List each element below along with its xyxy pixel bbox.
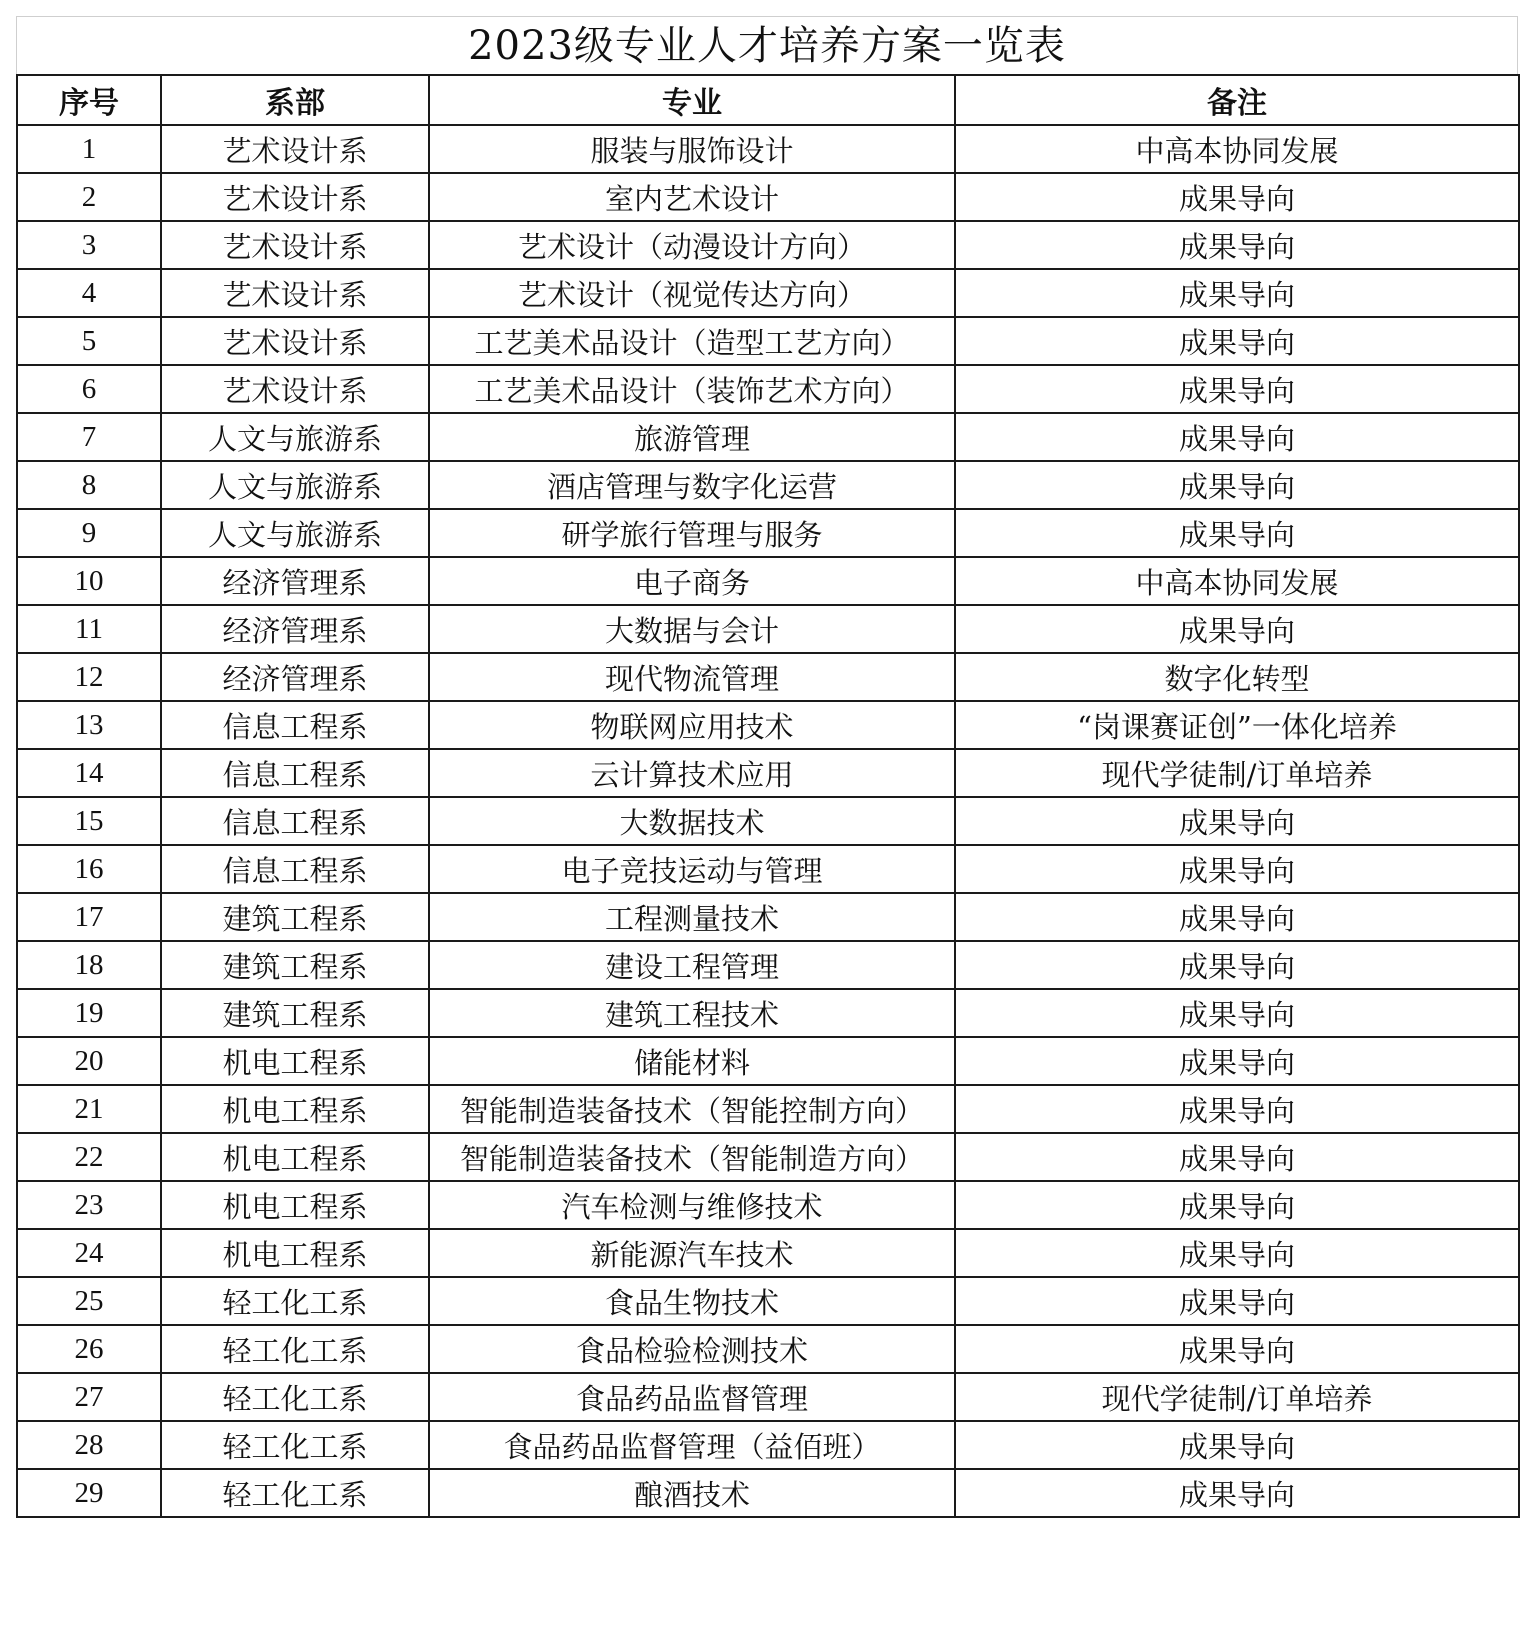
major-cell: 食品检验检测技术 (429, 1325, 955, 1373)
row-index-cell: 25 (17, 1277, 161, 1325)
table-row (17, 269, 1519, 317)
table-row (17, 1277, 1519, 1325)
major-cell: 新能源汽车技术 (429, 1229, 955, 1277)
row-index-cell: 28 (17, 1421, 161, 1469)
row-index-cell: 8 (17, 461, 161, 509)
row-index-cell: 15 (17, 797, 161, 845)
table-row (17, 1325, 1519, 1373)
department-cell: 建筑工程系 (161, 989, 429, 1037)
row-index-cell: 22 (17, 1133, 161, 1181)
department-cell: 轻工化工系 (161, 1469, 429, 1517)
major-cell: 智能制造装备技术（智能制造方向） (429, 1133, 955, 1181)
row-index-cell: 17 (17, 893, 161, 941)
remarks-cell: 成果导向 (955, 605, 1519, 653)
major-cell: 旅游管理 (429, 413, 955, 461)
header-remarks: 备注 (955, 75, 1519, 125)
table-row (17, 1373, 1519, 1421)
row-index-cell: 11 (17, 605, 161, 653)
table-body (17, 125, 1519, 1517)
major-cell: 大数据与会计 (429, 605, 955, 653)
remarks-cell: 成果导向 (955, 269, 1519, 317)
row-index-cell: 5 (17, 317, 161, 365)
department-cell: 建筑工程系 (161, 893, 429, 941)
table-row (17, 1085, 1519, 1133)
row-index-cell: 21 (17, 1085, 161, 1133)
row-index-cell: 14 (17, 749, 161, 797)
remarks-cell: 成果导向 (955, 1325, 1519, 1373)
row-index-cell: 2 (17, 173, 161, 221)
major-cell: 艺术设计（动漫设计方向） (429, 221, 955, 269)
remarks-cell: 成果导向 (955, 413, 1519, 461)
major-cell: 电子竞技运动与管理 (429, 845, 955, 893)
row-index-cell: 1 (17, 125, 161, 173)
department-cell: 轻工化工系 (161, 1325, 429, 1373)
department-cell: 信息工程系 (161, 845, 429, 893)
table-row (17, 365, 1519, 413)
major-cell: 工程测量技术 (429, 893, 955, 941)
table-row (17, 893, 1519, 941)
row-index-cell: 20 (17, 1037, 161, 1085)
major-cell: 酿酒技术 (429, 1469, 955, 1517)
header-major: 专业 (429, 75, 955, 125)
remarks-cell: “岗课赛证创”一体化培养 (955, 701, 1519, 749)
department-cell: 艺术设计系 (161, 221, 429, 269)
department-cell: 信息工程系 (161, 701, 429, 749)
row-index-cell: 26 (17, 1325, 161, 1373)
major-cell: 建筑工程技术 (429, 989, 955, 1037)
remarks-cell: 成果导向 (955, 941, 1519, 989)
table-row (17, 221, 1519, 269)
department-cell: 建筑工程系 (161, 941, 429, 989)
remarks-cell: 成果导向 (955, 893, 1519, 941)
major-cell: 电子商务 (429, 557, 955, 605)
page-title: 2023级专业人才培养方案一览表 (468, 22, 1066, 69)
table-row (17, 845, 1519, 893)
row-index-cell: 19 (17, 989, 161, 1037)
table-title-row (16, 16, 1518, 74)
department-cell: 轻工化工系 (161, 1373, 429, 1421)
remarks-cell: 中高本协同发展 (955, 557, 1519, 605)
major-cell: 工艺美术品设计（造型工艺方向） (429, 317, 955, 365)
major-cell: 食品药品监督管理 (429, 1373, 955, 1421)
remarks-cell: 成果导向 (955, 1229, 1519, 1277)
department-cell: 人文与旅游系 (161, 413, 429, 461)
remarks-cell: 成果导向 (955, 1277, 1519, 1325)
row-index-cell: 29 (17, 1469, 161, 1517)
remarks-cell: 成果导向 (955, 1085, 1519, 1133)
department-cell: 经济管理系 (161, 653, 429, 701)
table-row (17, 461, 1519, 509)
row-index-cell: 24 (17, 1229, 161, 1277)
department-cell: 机电工程系 (161, 1133, 429, 1181)
spreadsheet-table (16, 16, 1518, 1518)
major-cell: 现代物流管理 (429, 653, 955, 701)
row-index-cell: 9 (17, 509, 161, 557)
table-row (17, 509, 1519, 557)
department-cell: 机电工程系 (161, 1229, 429, 1277)
remarks-cell: 成果导向 (955, 221, 1519, 269)
row-index-cell: 13 (17, 701, 161, 749)
row-index-cell: 7 (17, 413, 161, 461)
row-index-cell: 10 (17, 557, 161, 605)
major-cell: 服装与服饰设计 (429, 125, 955, 173)
row-index-cell: 27 (17, 1373, 161, 1421)
remarks-cell: 现代学徒制/订单培养 (955, 1373, 1519, 1421)
table-row (17, 749, 1519, 797)
row-index-cell: 3 (17, 221, 161, 269)
header-department: 系部 (161, 75, 429, 125)
table-row (17, 653, 1519, 701)
table-row (17, 1133, 1519, 1181)
table-row (17, 605, 1519, 653)
remarks-cell: 成果导向 (955, 989, 1519, 1037)
header-index: 序号 (17, 75, 161, 125)
header-row (17, 75, 1519, 125)
major-cell: 研学旅行管理与服务 (429, 509, 955, 557)
row-index-cell: 6 (17, 365, 161, 413)
program-table (16, 74, 1520, 1518)
department-cell: 艺术设计系 (161, 365, 429, 413)
table-row (17, 941, 1519, 989)
table-row (17, 1421, 1519, 1469)
remarks-cell: 成果导向 (955, 317, 1519, 365)
remarks-cell: 成果导向 (955, 797, 1519, 845)
remarks-cell: 成果导向 (955, 1133, 1519, 1181)
major-cell: 智能制造装备技术（智能控制方向） (429, 1085, 955, 1133)
table-row (17, 701, 1519, 749)
major-cell: 室内艺术设计 (429, 173, 955, 221)
remarks-cell: 成果导向 (955, 845, 1519, 893)
remarks-cell: 现代学徒制/订单培养 (955, 749, 1519, 797)
major-cell: 云计算技术应用 (429, 749, 955, 797)
remarks-cell: 成果导向 (955, 365, 1519, 413)
remarks-cell: 成果导向 (955, 1421, 1519, 1469)
row-index-cell: 16 (17, 845, 161, 893)
department-cell: 机电工程系 (161, 1085, 429, 1133)
remarks-cell: 成果导向 (955, 461, 1519, 509)
major-cell: 艺术设计（视觉传达方向） (429, 269, 955, 317)
table-row (17, 413, 1519, 461)
table-row (17, 173, 1519, 221)
department-cell: 机电工程系 (161, 1181, 429, 1229)
remarks-cell: 成果导向 (955, 1037, 1519, 1085)
table-row (17, 1229, 1519, 1277)
remarks-cell: 成果导向 (955, 173, 1519, 221)
table-row (17, 125, 1519, 173)
table-row (17, 557, 1519, 605)
row-index-cell: 12 (17, 653, 161, 701)
table-row (17, 1037, 1519, 1085)
department-cell: 艺术设计系 (161, 269, 429, 317)
major-cell: 储能材料 (429, 1037, 955, 1085)
department-cell: 轻工化工系 (161, 1277, 429, 1325)
department-cell: 人文与旅游系 (161, 509, 429, 557)
remarks-cell: 成果导向 (955, 1181, 1519, 1229)
table-row (17, 1469, 1519, 1517)
department-cell: 信息工程系 (161, 749, 429, 797)
department-cell: 经济管理系 (161, 557, 429, 605)
remarks-cell: 成果导向 (955, 1469, 1519, 1517)
department-cell: 艺术设计系 (161, 125, 429, 173)
table-row (17, 989, 1519, 1037)
major-cell: 建设工程管理 (429, 941, 955, 989)
department-cell: 人文与旅游系 (161, 461, 429, 509)
row-index-cell: 18 (17, 941, 161, 989)
remarks-cell: 数字化转型 (955, 653, 1519, 701)
remarks-cell: 成果导向 (955, 509, 1519, 557)
table-row (17, 317, 1519, 365)
major-cell: 食品药品监督管理（益佰班） (429, 1421, 955, 1469)
table-row (17, 797, 1519, 845)
row-index-cell: 23 (17, 1181, 161, 1229)
row-index-cell: 4 (17, 269, 161, 317)
department-cell: 轻工化工系 (161, 1421, 429, 1469)
department-cell: 信息工程系 (161, 797, 429, 845)
department-cell: 经济管理系 (161, 605, 429, 653)
department-cell: 艺术设计系 (161, 173, 429, 221)
major-cell: 汽车检测与维修技术 (429, 1181, 955, 1229)
department-cell: 机电工程系 (161, 1037, 429, 1085)
major-cell: 工艺美术品设计（装饰艺术方向） (429, 365, 955, 413)
major-cell: 大数据技术 (429, 797, 955, 845)
table-row (17, 1181, 1519, 1229)
department-cell: 艺术设计系 (161, 317, 429, 365)
major-cell: 物联网应用技术 (429, 701, 955, 749)
major-cell: 酒店管理与数字化运营 (429, 461, 955, 509)
major-cell: 食品生物技术 (429, 1277, 955, 1325)
remarks-cell: 中高本协同发展 (955, 125, 1519, 173)
